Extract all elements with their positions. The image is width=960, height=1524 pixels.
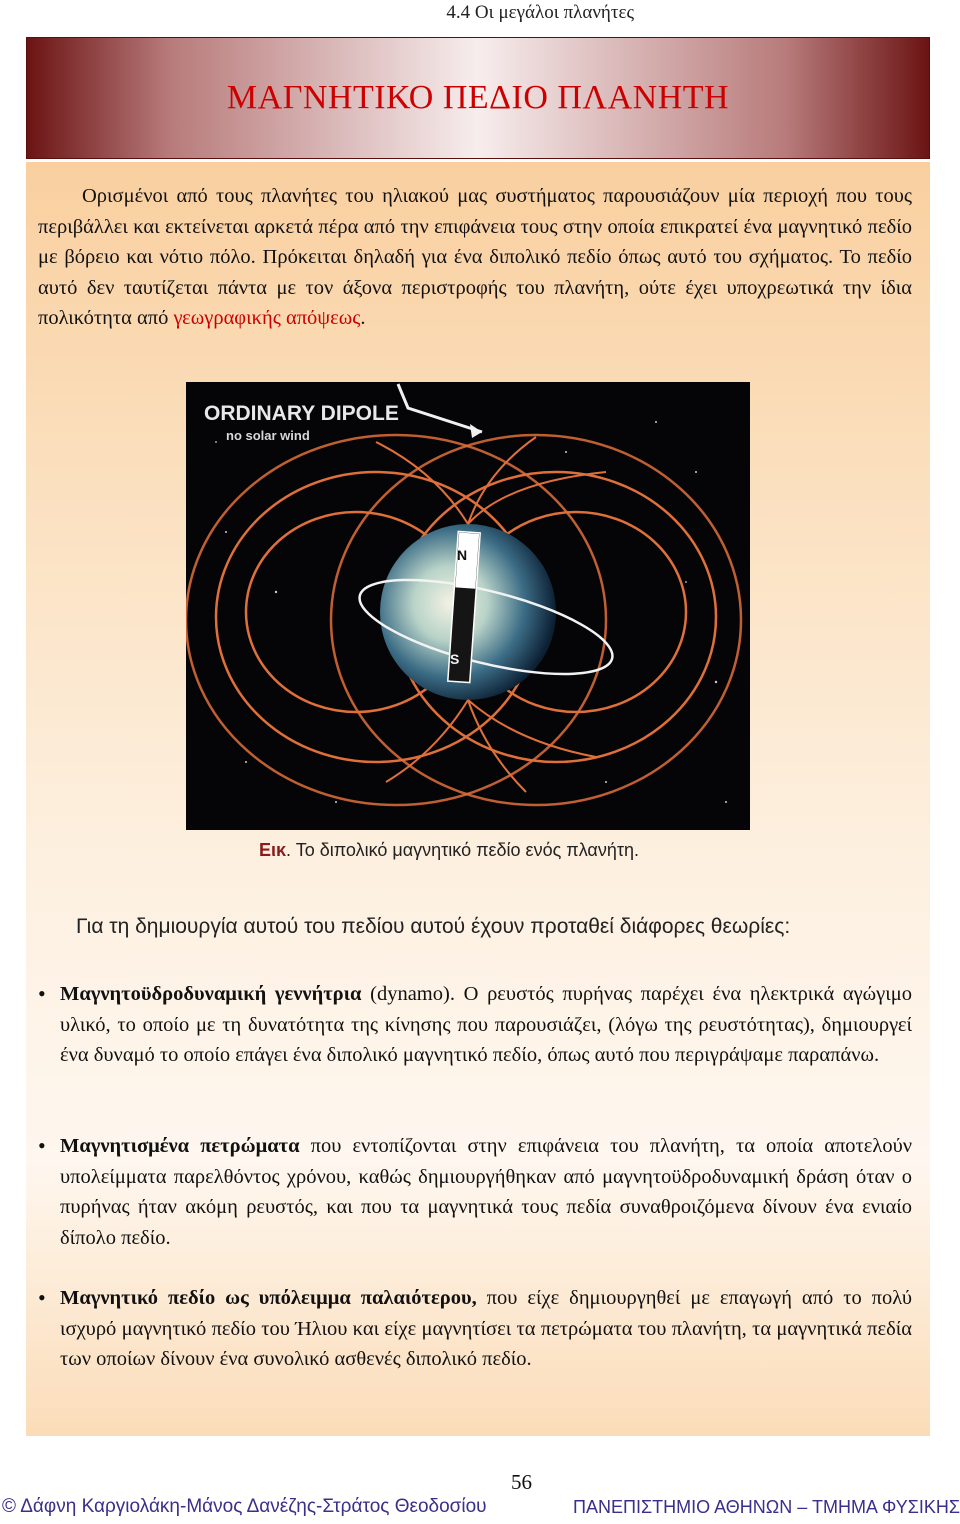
theories-intro: Για τη δημιουργία αυτού του πεδίου αυτού έχουν προταθεί διάφορες θεωρίες: — [76, 915, 791, 938]
content-panel — [26, 162, 930, 1436]
running-header: 4.4 Οι μεγάλοι πλανήτες — [446, 2, 634, 23]
bullet-icon: • — [38, 1133, 46, 1158]
dipole-illustration — [186, 382, 750, 830]
footer-institution: ΠΑΝΕΠΙΣΤΗΜΙΟ ΑΘΗΝΩΝ – ΤΜΗΜΑ ΦΥΣΙΚΗΣ — [573, 1497, 960, 1517]
footer-authors: © Δάφνη Καργιολάκη-Μάνος Δανέζης-Στράτος Θεοδοσίου — [2, 1496, 487, 1517]
bullet-icon: • — [38, 981, 46, 1006]
bullet-text: (dynamo). Ο ρευστός πυρήνας παρέχει ένα ηλεκτρικά αγώγιμο υλικό, το οποίο με τη δυνατότητα της κίνησης που παρουσιάζει, (λόγω της ρευστότητας), δημιουργεί ένα δυναμό το οποίο επάγει ένα διπολικό μαγνητικό πεδίο, όπως αυτό που περιγράψαμε παραπάνω. — [60, 983, 912, 1066]
geographic-link[interactable]: γεωγραφικής απόψεως — [173, 307, 361, 329]
bullet-heading: Μαγνητισμένα πετρώματα — [60, 1135, 300, 1157]
caption-label: Εικ — [259, 840, 287, 860]
bullet-heading: Μαγνητοϋδροδυναμική γεννήτρια — [60, 983, 362, 1005]
figure-caption — [259, 840, 639, 861]
dipole-figure — [186, 382, 750, 830]
pole-north-label: N — [457, 547, 468, 563]
pole-south-label: S — [450, 651, 460, 667]
caption-text: . Το διπολικό μαγνητικό πεδίο ενός πλανήτη. — [286, 840, 639, 860]
bullet-remnant-field — [38, 1283, 912, 1375]
title-banner — [26, 37, 930, 159]
figure-title: ORDINARY DIPOLE — [204, 402, 399, 425]
intro-text-end: . — [360, 307, 366, 329]
figure-subtitle: no solar wind — [226, 428, 310, 443]
intro-text: Ορισμένοι από τους πλανήτες του ηλιακού μας συστήματος παρουσιάζουν μία περιοχή που τους περιβάλλει και εκτείνεται αρκετά πέρα από την επιφάνεια τους στην οποία επικρατεί ένα μαγνητικό πεδίο με βόρειο και νότιο πόλο. Πρόκειται δηλαδή για ένα διπολικό πεδίο όπως αυτό του σχήματος. Το πεδίο αυτό δεν ταυτίζεται πάντα με τον άξονα περιστροφής του πλανήτη, ούτε έχει υποχρεωτικά την ίδια πολικότητα από — [38, 185, 912, 329]
bullet-heading: Μαγνητικό πεδίο ως υπόλειμμα παλαιότερου, — [60, 1287, 477, 1309]
page-number: 56 — [511, 1470, 532, 1494]
bullet-magnetized-rocks — [38, 1131, 912, 1253]
bullet-icon: • — [38, 1285, 46, 1310]
bullet-text: που εντοπίζονται στην επιφάνεια του πλανήτη, τα οποία αποτελούν υπολείμματα παρελθόντος χρόνου, καθώς δημιουργήθηκαν από μαγνητοϋδροδυναμική δράση όταν ο πυρήνας ήταν ακόμη ρευστός, και που τα μαγνητικά τους πεδία συναθροιζόμενα δίνουν ένα ενιαίο δίπολο πεδίο. — [60, 1135, 912, 1249]
page-title: ΜΑΓΝΗΤΙΚΟ ΠΕΔΙΟ ΠΛΑΝΗΤΗ — [226, 79, 730, 116]
bullet-text: που είχε δημιουργηθεί με επαγωγή από το πολύ ισχυρό μαγνητικό πεδίο του Ήλιου και είχε μαγνητίσει τα πετρώματα του πλανήτη, τα μαγνητικά πεδία των οποίων δίνουν ένα συνολικό ασθενές διπολικό πεδίο. — [60, 1287, 912, 1370]
bullet-dynamo — [38, 979, 912, 1071]
intro-paragraph — [38, 181, 912, 334]
